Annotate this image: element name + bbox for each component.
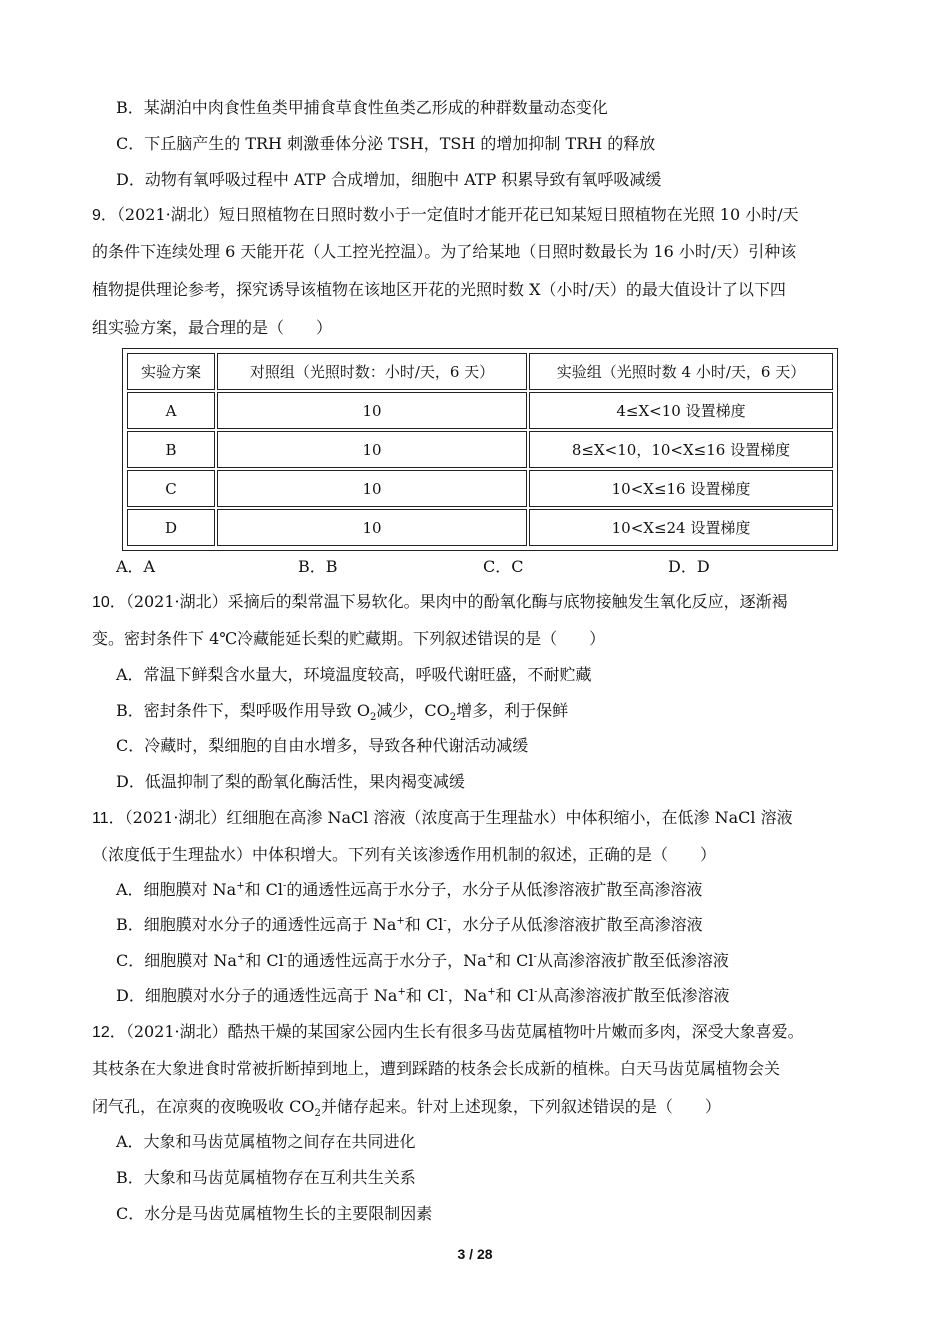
- q12-option-b: B．大象和马齿苋属植物存在互利共生关系: [116, 1168, 416, 1187]
- superscript: +: [396, 915, 405, 927]
- subscript: 2: [369, 712, 377, 724]
- q11-option-c-text: 和 Cl: [245, 951, 284, 970]
- q9-stem-line4: 组实验方案，最合理的是（ ）: [92, 318, 333, 337]
- q10-option-a: A．常温下鲜梨含水量大，环境温度较高，呼吸代谢旺盛，不耐贮藏: [116, 665, 592, 684]
- table-cell: 10<X≤16 设置梯度: [529, 470, 833, 507]
- q12-text-3: 并储存起来。针对上述现象，下列叙述错误的是（ ）: [320, 1097, 721, 1116]
- q10-text-1: （2021·湖北）采摘后的梨常温下易软化。果肉中的酚氧化酶与底物接触发生氧化反应，逐渐褐: [125, 592, 788, 611]
- subscript: 2: [449, 712, 457, 724]
- superscript: -: [283, 951, 288, 963]
- q11-option-a-text: 和 Cl: [244, 880, 284, 899]
- superscript: -: [283, 880, 287, 892]
- q9-stem-line3: 植物提供理论参考，探究诱导该植物在该地区开花的光照时数 X（小时/天）的最大值设计了以下四: [92, 280, 786, 299]
- q9-option-b: B．B: [298, 557, 338, 576]
- q9-text-1: （2021·湖北）短日照植物在日照时数小于一定值时才能开花已知某短日照植物在光照 10 小时/天: [116, 205, 799, 224]
- q12-text-1: （2021·湖北）酷热干燥的某国家公园内生长有很多马齿苋属植物叶片嫩而多肉，深受大象喜爱。: [125, 1022, 804, 1041]
- q10-option-b-text: B．密封条件下，梨呼吸作用导致 O: [116, 701, 370, 720]
- q9-option-a: A．A: [116, 557, 156, 576]
- q11-option-c-text: 的通透性远高于水分子，Na: [287, 951, 487, 970]
- q12-text-3: 闭气孔，在凉爽的夜晚吸收 CO: [92, 1097, 315, 1116]
- table-cell: 10: [217, 392, 527, 429]
- q11-option-d-text: D．细胞膜对水分子的通透性远高于 Na: [116, 986, 398, 1005]
- q11-option-d-text: 和 Cl: [495, 986, 535, 1005]
- q12-stem-line2: 其枝条在大象进食时常被折断掉到地上，遭到踩踏的枝条会长成新的植株。白天马齿苋属植物会关: [92, 1059, 781, 1078]
- q10-option-b: [116, 700, 568, 722]
- table-cell: 4≤X<10 设置梯度: [529, 392, 833, 429]
- q10-option-d: D．低温抑制了梨的酚氧化酶活性，果肉褐变减缓: [116, 772, 465, 791]
- superscript: +: [397, 986, 406, 998]
- q11-number: 11．: [92, 810, 125, 827]
- table-cell: C: [127, 470, 215, 507]
- q8-option-c: C．下丘脑产生的 TRH 刺激垂体分泌 TSH，TSH 的增加抑制 TRH 的释放: [116, 134, 656, 153]
- q11-option-d-text: 和 Cl: [405, 986, 445, 1005]
- q12-stem-line3: [92, 1096, 721, 1118]
- q12-number: 12．: [92, 1024, 126, 1041]
- q12-stem-line1: [92, 1021, 804, 1044]
- q10-option-b-text: 减少，CO: [376, 701, 450, 720]
- table-header-cell: 实验方案: [127, 353, 215, 390]
- q11-option-c-text: C．细胞膜对 Na: [116, 951, 237, 970]
- table-row: [127, 509, 833, 546]
- table-header-cell: 对照组（光照时数：小时/天，6 天）: [217, 353, 527, 390]
- q11-stem-line2: （浓度低于生理盐水）中体积增大。下列有关该渗透作用机制的叙述，正确的是（ ）: [92, 845, 717, 864]
- q9-stem-line2: 的条件下连续处理 6 天能开花（人工控光控温）。为了给某地（日照时数最长为 16 小时/天）引种该: [92, 242, 797, 261]
- q11-option-b: [116, 914, 703, 936]
- q10-stem-line1: [92, 591, 788, 614]
- q10-option-b-text: 增多，利于保鲜: [456, 701, 569, 720]
- q12-option-c: C．水分是马齿苋属植物生长的主要限制因素: [116, 1204, 433, 1223]
- table-cell: B: [127, 431, 215, 468]
- q11-option-b-text: ，水分子从低渗溶液扩散至高渗溶液: [446, 915, 703, 934]
- q9-number: 9．: [92, 207, 117, 224]
- q11-option-b-text: 和 Cl: [404, 915, 444, 934]
- superscript: -: [444, 986, 448, 998]
- table-row: [127, 392, 833, 429]
- table-cell: A: [127, 392, 215, 429]
- superscript: -: [534, 986, 538, 998]
- q12-option-a: A．大象和马齿苋属植物之间存在共同进化: [116, 1132, 416, 1151]
- q11-option-d: [116, 985, 730, 1007]
- table-row: [127, 431, 833, 468]
- q8-option-b: B．某湖泊中肉食性鱼类甲捕食草食性鱼类乙形成的种群数量动态变化: [116, 98, 608, 117]
- q11-option-a-text: A．细胞膜对 Na: [116, 880, 237, 899]
- q11-option-b-text: B．细胞膜对水分子的通透性远高于 Na: [116, 915, 397, 934]
- q11-option-c-text: 和 Cl: [495, 951, 534, 970]
- q9-stem-line1: [92, 204, 799, 227]
- table-cell: 8≤X<10，10<X≤16 设置梯度: [529, 431, 833, 468]
- q11-option-a-text: 的通透性远高于水分子，水分子从低渗溶液扩散至高渗溶液: [286, 880, 703, 899]
- q10-option-c: C．冷藏时，梨细胞的自由水增多，导致各种代谢活动减缓: [116, 736, 529, 755]
- table-row: [127, 470, 833, 507]
- table-cell: D: [127, 509, 215, 546]
- table-header-cell: 实验组（光照时数 4 小时/天，6 天）: [529, 353, 833, 390]
- q11-option-d-text: ，Na: [447, 986, 488, 1005]
- superscript: +: [486, 951, 496, 963]
- table-cell: 10<X≤24 设置梯度: [529, 509, 833, 546]
- superscript: +: [487, 986, 496, 998]
- page-number: 3 / 28: [457, 1246, 493, 1262]
- superscript: +: [236, 951, 246, 963]
- q11-stem-line1: [92, 807, 793, 830]
- q11-option-c-text: 从高渗溶液扩散至低渗溶液: [536, 951, 729, 970]
- table-cell: 10: [217, 431, 527, 468]
- q11-option-c: [116, 950, 729, 972]
- superscript: -: [533, 951, 537, 963]
- table-header-row: [127, 353, 833, 390]
- subscript: 2: [314, 1108, 321, 1120]
- superscript: +: [236, 880, 245, 892]
- q10-stem-line2: 变。密封条件下 4℃冷藏能延长梨的贮藏期。下列叙述错误的是（ ）: [92, 629, 606, 648]
- table-cell: 10: [217, 470, 527, 507]
- table-cell: 10: [217, 509, 527, 546]
- q11-option-a: [116, 879, 702, 901]
- q9-option-c: C．C: [483, 557, 524, 576]
- q8-option-d: D．动物有氧呼吸过程中 ATP 合成增加，细胞中 ATP 积累导致有氧呼吸减缓: [116, 170, 662, 189]
- q9-experiment-table: [122, 348, 838, 551]
- q11-text-1: （2021·湖北）红细胞在高渗 NaCl 溶液（浓度高于生理盐水）中体积缩小，在低渗 NaCl 溶液: [124, 808, 793, 827]
- superscript: -: [443, 915, 447, 927]
- q10-number: 10．: [92, 594, 126, 611]
- q9-option-d: D．D: [668, 557, 710, 576]
- q11-option-d-text: 从高渗溶液扩散至低渗溶液: [537, 986, 730, 1005]
- q9-answer-options: [116, 556, 816, 578]
